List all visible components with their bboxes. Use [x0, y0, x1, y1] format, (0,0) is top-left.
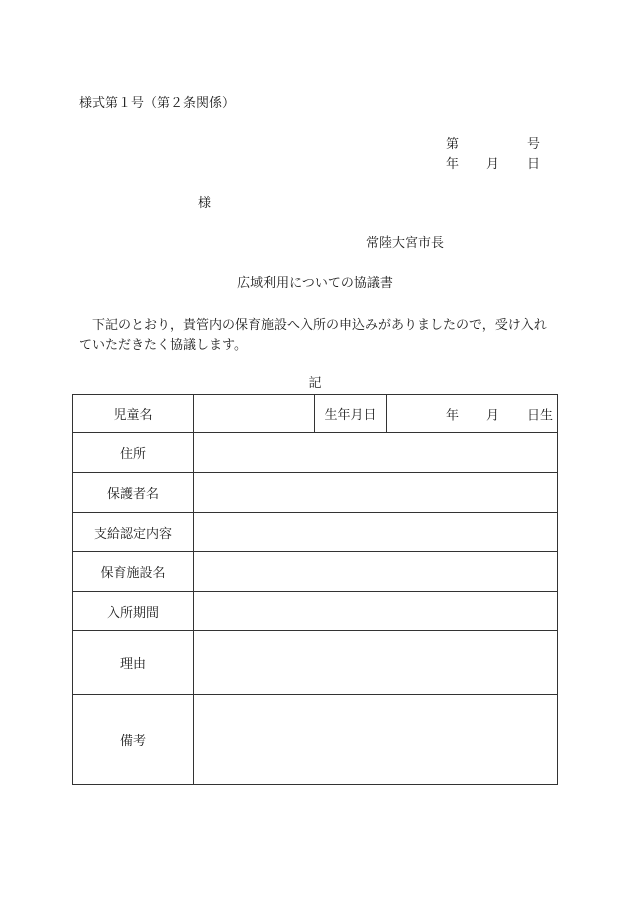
address-field[interactable]: [194, 433, 558, 473]
dob-day-born-label: 日生: [527, 408, 554, 423]
certification-content-field[interactable]: [194, 513, 558, 552]
facility-name-label: 保育施設名: [73, 552, 194, 592]
facility-name-field[interactable]: [194, 552, 558, 592]
date-year-label: 年: [446, 157, 460, 172]
date-month-label: 月: [486, 157, 500, 172]
table-row: [73, 513, 558, 552]
ki-label: 記: [308, 376, 322, 391]
certification-content-label: 支給認定内容: [73, 513, 194, 552]
addressee-honorific: 様: [198, 196, 212, 211]
date-day-label: 日: [527, 157, 541, 172]
table-row: [73, 395, 558, 433]
admission-period-field[interactable]: [194, 592, 558, 631]
dob-month-label: 月: [486, 408, 500, 423]
application-info-table: [72, 394, 558, 785]
document-number-prefix: 第: [446, 137, 460, 152]
admission-period-label: 入所期間: [73, 592, 194, 631]
remarks-label: 備考: [73, 695, 194, 785]
table-row: [73, 631, 558, 695]
dob-label: 生年月日: [315, 395, 387, 433]
table-row: [73, 473, 558, 513]
guardian-name-label: 保護者名: [73, 473, 194, 513]
table-row: [73, 592, 558, 631]
address-label: 住所: [73, 433, 194, 473]
remarks-field[interactable]: [194, 695, 558, 785]
sender-name: 常陸大宮市長: [366, 236, 445, 251]
table-row: [73, 552, 558, 592]
document-number-suffix: 号: [527, 137, 541, 152]
table-row: [73, 695, 558, 785]
dob-field[interactable]: [387, 395, 558, 433]
form-number: 様式第１号（第２条関係）: [79, 96, 236, 111]
reason-field[interactable]: [194, 631, 558, 695]
document-title: 広域利用についての協議書: [237, 276, 393, 291]
dob-year-label: 年: [446, 408, 460, 423]
child-name-label: 児童名: [73, 395, 194, 433]
child-name-field[interactable]: [194, 395, 315, 433]
table-row: [73, 433, 558, 473]
guardian-name-field[interactable]: [194, 473, 558, 513]
body-text: 下記のとおり，貴管内の保育施設へ入所の申込みがありましたので，受け入れていただきたく協議します。: [79, 318, 547, 353]
reason-label: 理由: [73, 631, 194, 695]
